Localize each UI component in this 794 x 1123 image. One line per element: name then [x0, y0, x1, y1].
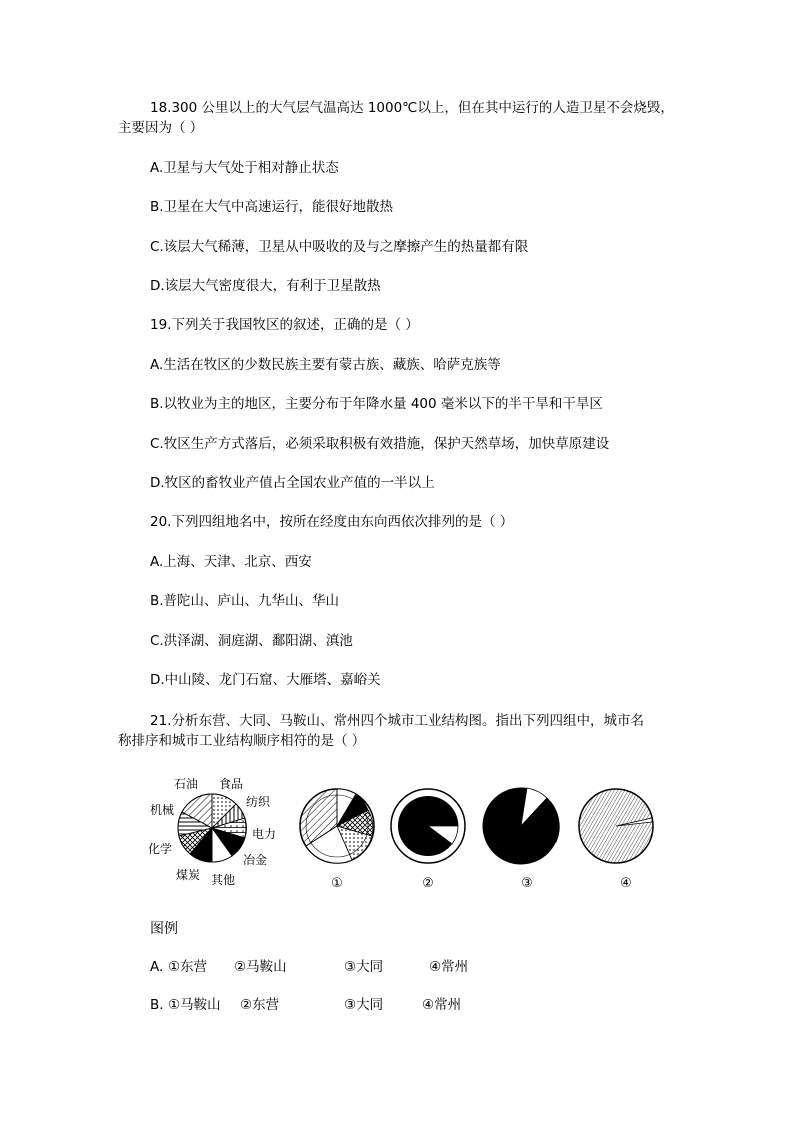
q21-option-a-letter: A.: [150, 959, 164, 975]
pie-1: [300, 789, 374, 863]
q20-stem: 20.下列四组地名中，按所在经度由东向西依次排列的是（ ）: [150, 514, 514, 530]
legend-label-coal: 煤炭: [176, 868, 201, 882]
q19-option-a: A.生活在牧区的少数民族主要有蒙古族、藏族、哈萨克族等: [150, 357, 501, 373]
pie-3: [483, 788, 559, 864]
q18-option-b: B.卫星在大气中高速运行，能很好地散热: [150, 199, 394, 215]
pie-2-number: ②: [422, 876, 434, 891]
pie-1-number: ①: [331, 876, 343, 891]
legend-label-petroleum: 石油: [174, 777, 199, 791]
q18-stem-line2: 主要因为（ ）: [118, 120, 204, 136]
pie-4-number: ④: [620, 876, 632, 891]
q21-option-a-item-2: ②马鞍山: [234, 959, 287, 975]
q19-option-c: C.牧区生产方式落后，必须采取积极有效措施，保护天然草场，加快草原建设: [150, 436, 610, 452]
legend-label-machinery: 机械: [150, 803, 175, 817]
legend-label-food: 食品: [219, 777, 244, 791]
q18-stem-line1: 18.300 公里以上的大气层气温高达 1000℃以上，但在其中运行的人造卫星不会烧毁，: [150, 100, 674, 116]
q21-option-a: [150, 955, 468, 975]
q21-option-a-item-4: ④常州: [429, 959, 469, 975]
q20-option-c: C.洪泽湖、洞庭湖、鄱阳湖、滇池: [150, 633, 353, 649]
q19-stem: 19.下列关于我国牧区的叙述，正确的是（ ）: [150, 317, 419, 333]
q21-option-b-item-1: ①马鞍山: [168, 997, 221, 1013]
q20-option-d: D.中山陵、龙门石窟、大雁塔、嘉峪关: [150, 672, 381, 688]
q21-option-b-letter: B.: [150, 997, 164, 1013]
legend-title: 图例: [150, 921, 178, 937]
q21-stem-line2: 称排序和城市工业结构顺序相符的是（ ）: [118, 733, 366, 749]
q21-option-b-item-4: ④常州: [422, 997, 462, 1013]
legend-label-power: 电力: [252, 827, 277, 841]
q19-option-d: D.牧区的畜牧业产值占全国农业产值的一半以上: [150, 475, 435, 491]
q18-option-a: A.卫星与大气处于相对静止状态: [150, 160, 339, 176]
q21-option-b-item-3: ③大同: [344, 997, 384, 1013]
legend-pie: [178, 794, 247, 862]
q21-option-b-item-2: ②东营: [240, 997, 280, 1013]
q20-option-b: B.普陀山、庐山、九华山、华山: [150, 593, 340, 609]
industry-structure-figure: [0, 770, 794, 900]
legend-label-metallurgy: 冶金: [243, 853, 268, 867]
pie-4: [579, 789, 653, 863]
q19-option-b: B.以牧业为主的地区，主要分布于年降水量 400 毫米以下的半干旱和干旱区: [150, 396, 603, 412]
q21-option-a-item-3: ③大同: [344, 959, 384, 975]
q21-option-b: [150, 993, 461, 1013]
q21-option-a-item-1: ①东营: [168, 959, 208, 975]
q20-option-a: A.上海、天津、北京、西安: [150, 554, 312, 570]
q18-option-d: D.该层大气密度很大，有利于卫星散热: [150, 278, 381, 294]
q18-option-c: C.该层大气稀薄，卫星从中吸收的及与之摩擦产生的热量都有限: [150, 239, 529, 255]
legend-label-textile: 纺织: [246, 795, 271, 809]
legend-label-other: 其他: [211, 873, 236, 887]
legend-label-chemical: 化学: [148, 842, 173, 856]
pie-2: [391, 789, 465, 863]
q21-stem-line1: 21.分析东营、大同、马鞍山、常州四个城市工业结构图。指出下列四组中，城市名: [150, 713, 644, 729]
pie-3-number: ③: [521, 876, 533, 891]
